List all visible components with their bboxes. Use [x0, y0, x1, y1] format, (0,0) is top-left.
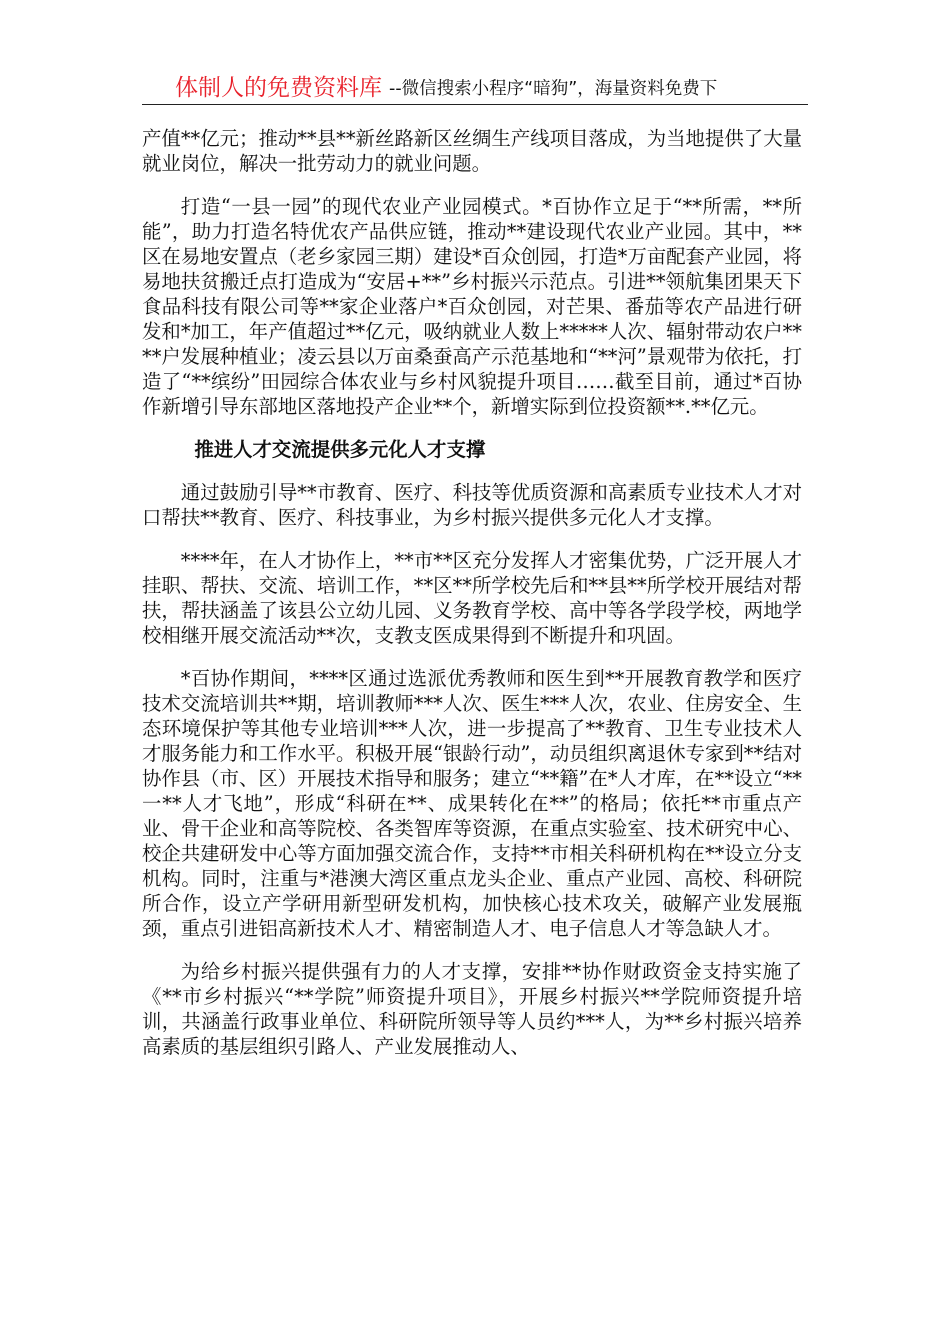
paragraph-talent-intro: 通过鼓励引导**市教育、医疗、科技等优质资源和高素质专业技术人才对口帮扶**教育、医疗、科技事业，为乡村振兴提供多元化人才支撑。 — [142, 481, 802, 529]
brand-title: 体制人的免费资料库 — [175, 75, 382, 101]
document-body — [142, 126, 802, 1077]
paragraph-industrial-park: 打造“一县一园”的现代农业产业园模式。*百协作立足于“**所需，**所能”，助力打造名特优农产品供应链，推动**建设现代农业产业园。其中，**区在易地安置点（老乡家园三期）建设*百众创园，打造*万亩配套产业园，将易地扶贫搬迁点打造成为“安居+**”乡村振兴示范点。引进**领航集团果天下食品科技有限公司等**家企业落户*百众创园，对芒果、番茄等农产品进行研发和*加工，年产值超过**亿元，吸纳就业人数上*****人次、辐射带动农户****户发展种植业；凌云县以万亩桑蚕高产示范基地和“**河”景观带为依托，打造了“**缤纷”田园综合体农业与乡村风貌提升项目……截至目前，通过*百协作新增引导东部地区落地投产企业**个，新增实际到位投资额**.**亿元。 — [142, 195, 802, 418]
header-tagline: --微信搜索小程序“暗狗”，海量资料免费下 — [389, 79, 718, 99]
paragraph-continued: 产值**亿元；推动**县**新丝路新区丝绸生产线项目落成，为当地提供了大量就业岗位，解决一批劳动力的就业问题。 — [142, 127, 802, 175]
paragraph-funding: 为给乡村振兴提供强有力的人才支撑，安排**协作财政资金支持实施了《**市乡村振兴“**学院”师资提升项目》，开展乡村振兴**学院师资提升培训，共涵盖行政事业单位、科研院所领导等人员约***人，为**乡村振兴培养高素质的基层组织引路人、产业发展推动人、 — [142, 960, 802, 1058]
section-heading-talent: 推进人才交流提供多元化人才支撑 — [194, 438, 486, 461]
page-header — [142, 74, 808, 105]
paragraph-talent-exchange: ****年，在人才协作上，**市**区充分发挥人才密集优势，广泛开展人才挂职、帮扶、交流、培训工作，**区**所学校先后和**县**所学校开展结对帮扶，帮扶涵盖了该县公立幼儿园、义务教育学校、高中等各学段学校，两地学校相继开展交流活动**次，支教支医成果得到不断提升和巩固。 — [142, 549, 802, 647]
paragraph-training: *百协作期间，****区通过选派优秀教师和医生到**开展教育教学和医疗技术交流培训共**期，培训教师***人次、医生***人次，农业、住房安全、生态环境保护等其他专业培训***人次，进一步提高了**教育、卫生专业技术人才服务能力和工作水平。积极开展“银龄行动”，动员组织离退休专家到**结对协作县（市、区）开展技术指导和服务；建立“**籍”在*人才库，在**设立“**一**人才飞地”，形成“科研在**、成果转化在**”的格局；依托**市重点产业、骨干企业和高等院校、各类智库等资源，在重点实验室、技术研究中心、校企共建研发中心等方面加强交流合作，支持**市相关科研机构在**设立分支机构。同时，注重与*港澳大湾区重点龙头企业、重点产业园、高校、科研院所合作，设立产学研用新型研发机构，加快核心技术攻关，破解产业发展瓶颈，重点引进铝高新技术人才、精密制造人才、电子信息人才等急缺人才。 — [142, 667, 802, 940]
